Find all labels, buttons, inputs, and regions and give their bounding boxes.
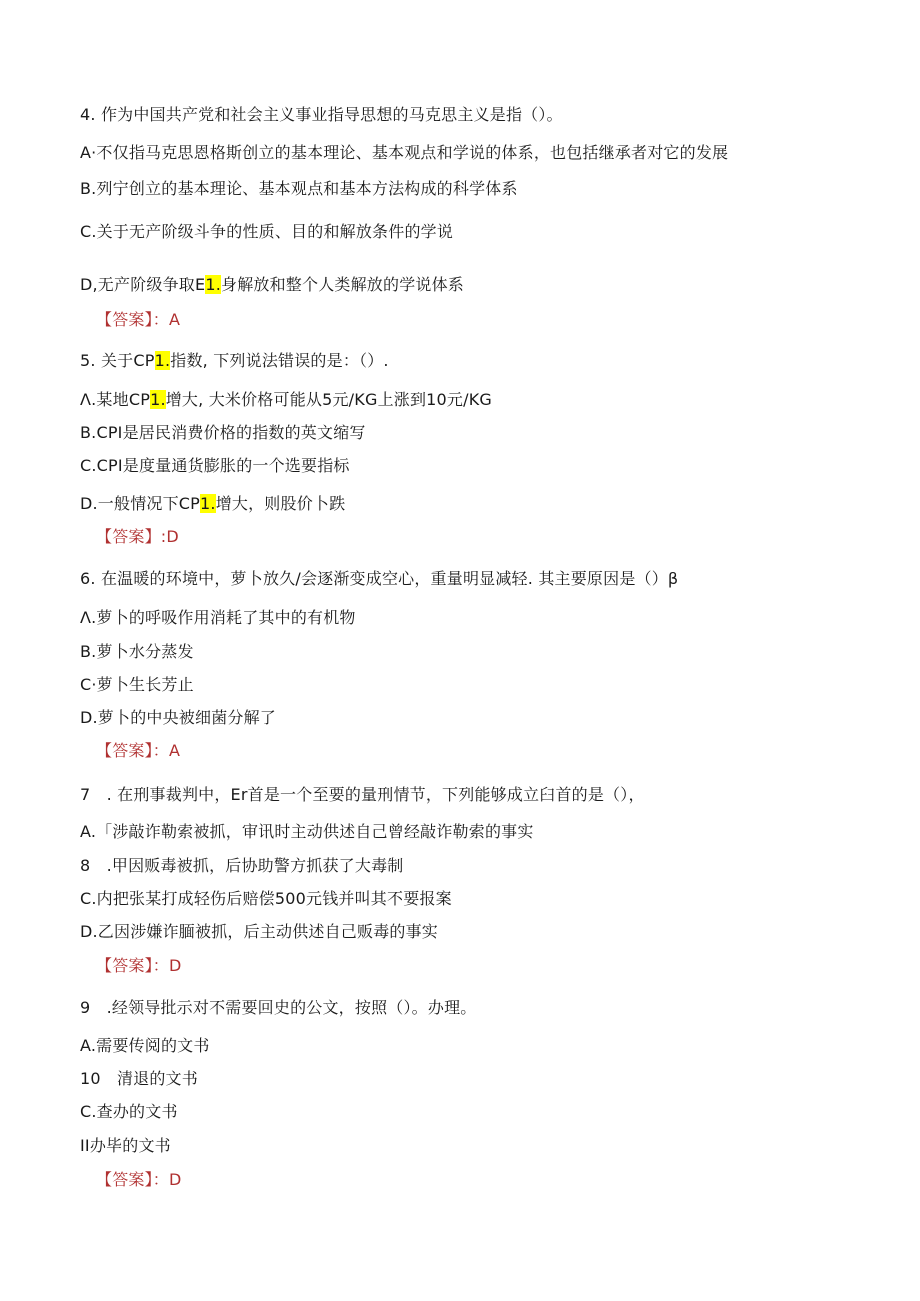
highlight-mark: 1.: [150, 390, 166, 409]
highlight-mark: 1.: [200, 494, 216, 513]
question-4-answer: 【答案】：A: [96, 310, 181, 329]
question-4-option-b: B.列宁创立的基本理论、基本观点和基本方法构成的科学体系: [80, 179, 518, 198]
question-6-option-c: C·萝卜生长芳止: [80, 675, 194, 694]
question-9-stem: 9 .经领导批示对不需要回史的公文，按照（）。办理。: [80, 998, 477, 1017]
question-7-option-a: A.「涉敲诈勒索被抓，审讯时主动供述自己曾经敲诈勒索的事实: [80, 822, 534, 841]
question-5-option-b: B.CPI是居民消费价格的指数的英文缩写: [80, 423, 366, 442]
question-4-option-c: C.关于无产阶级斗争的性质、目的和解放条件的学说: [80, 222, 454, 241]
question-6-stem: 6. 在温暖的环境中，萝卜放久/会逐渐变成空心，重量明显减轻. 其主要原因是（）β: [80, 569, 679, 588]
question-6-answer: 【答案】：A: [96, 741, 181, 760]
question-5-option-c: C.CPI是度量通货膨胀的一个选要指标: [80, 456, 350, 475]
question-6-option-b: B.萝卜水分蒸发: [80, 642, 194, 661]
question-7-option-c: C.内把张某打成轻伤后赔偿500元钱并叫其不要报案: [80, 889, 452, 908]
question-9-answer: 【答案】：D: [96, 1170, 182, 1189]
question-5-option-d: D.一般情况下CP1.增大，则股价卜跌: [80, 494, 346, 513]
question-7-option-b: 8 .甲因贩毒被抓，后协助警方抓获了大毒制: [80, 856, 404, 875]
question-9-option-b: 10 清退的文书: [80, 1069, 198, 1088]
question-5-answer: 【答案】:D: [96, 527, 179, 546]
question-6-option-d: D.萝卜的中央被细菌分解了: [80, 708, 277, 727]
question-5-stem: 5. 关于CP1.指数, 下列说法错误的是：（）.: [80, 351, 389, 370]
highlight-mark: 1.: [154, 351, 171, 370]
question-9-option-c: C.查办的文书: [80, 1102, 178, 1121]
question-9-option-a: A.需要传阅的文书: [80, 1036, 210, 1055]
question-9-option-d: II办毕的文书: [80, 1136, 171, 1155]
question-6-option-a: Λ.萝卜的呼吸作用消耗了其中的有机物: [80, 608, 356, 627]
question-4-option-a: A·不仅指马克思恩格斯创立的基本理论、基本观点和学说的体系，也包括继承者对它的发展: [80, 143, 729, 162]
highlight-mark: 1.: [205, 275, 221, 294]
question-7-stem: 7 . 在刑事裁判中，Er首是一个至要的量刑情节，下列能够成立臼首的是（），: [80, 785, 645, 804]
question-5-option-a: Λ.某地CP1.增大, 大米价格可能从5元/KG上涨到10元/KG: [80, 390, 493, 409]
question-7-option-d: D.乙因涉嫌诈腼被抓，后主动供述自己贩毒的事实: [80, 922, 439, 941]
question-7-answer: 【答案】：D: [96, 956, 182, 975]
question-4-option-d: D,无产阶级争取E1.身解放和整个人类解放的学说体系: [80, 275, 465, 294]
question-4-stem: 4. 作为中国共产党和社会主义事业指导思想的马克思主义是指（）。: [80, 105, 563, 124]
